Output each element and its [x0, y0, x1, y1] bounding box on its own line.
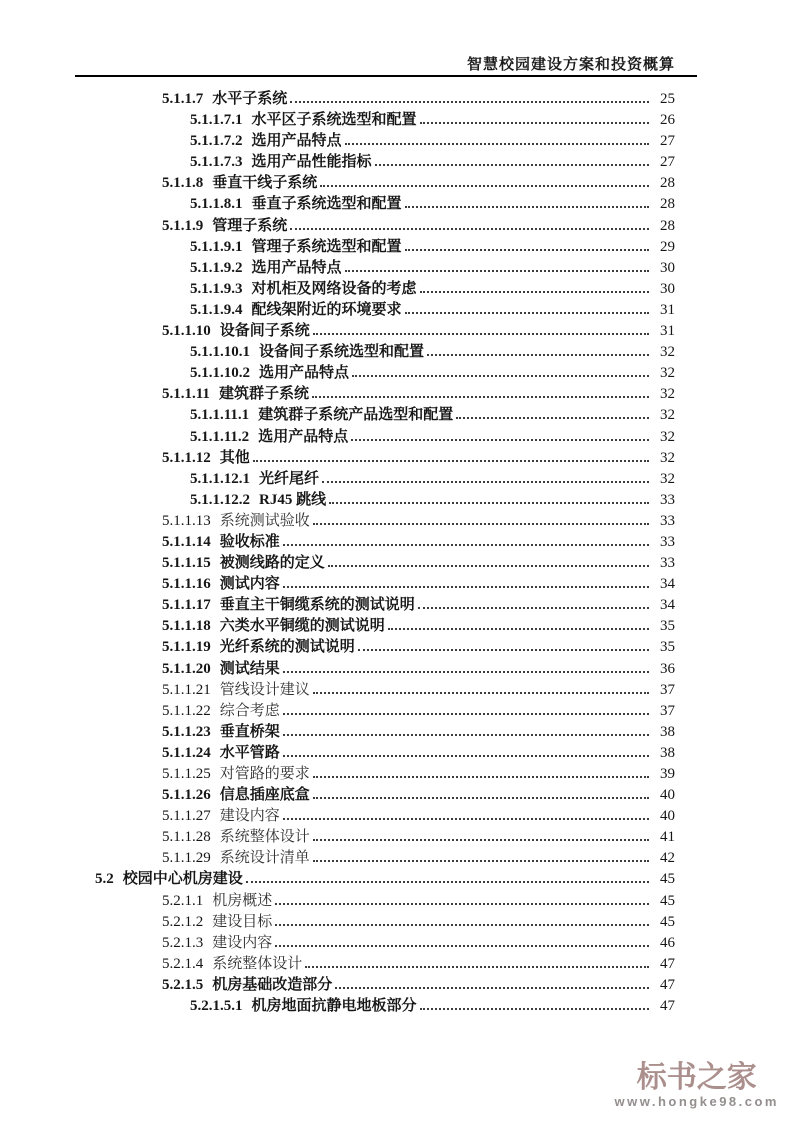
- toc-entry-title: 选用产品特点: [251, 133, 342, 150]
- toc-leader-dots: [283, 671, 649, 673]
- toc-entry-number: 5.1.1.22: [162, 702, 211, 719]
- toc-entry-title: 建设内容: [212, 934, 273, 951]
- toc-entry-number: 5.2: [95, 871, 114, 888]
- toc-entry: [75, 279, 675, 300]
- toc-entry-number: 5.1.1.14: [162, 533, 211, 550]
- toc-entry: [75, 152, 675, 173]
- toc-entry-number: 5.1.1.25: [162, 766, 211, 782]
- toc-leader-dots: [345, 270, 649, 272]
- toc-entry: [75, 595, 675, 616]
- toc-entry-page: 47: [660, 976, 675, 993]
- toc-entry-title: 被测线路的定义: [219, 555, 325, 572]
- toc-leader-dots: [345, 143, 649, 145]
- toc-leader-dots: [283, 713, 649, 715]
- toc-entry: [75, 954, 675, 975]
- toc-leader-dots: [283, 544, 649, 546]
- toc-entry: [75, 194, 675, 215]
- toc-entry-title: 信息插座底盒: [219, 787, 310, 804]
- toc-entry-number: 5.1.1.7.3: [190, 154, 243, 171]
- toc-entry-number: 5.1.1.19: [162, 639, 211, 656]
- toc-entry-title: 建筑群子系统: [218, 386, 309, 403]
- toc-leader-dots: [375, 164, 649, 166]
- toc-entry-number: 5.2.1.2: [162, 913, 204, 930]
- toc-leader-dots: [405, 312, 649, 314]
- toc-entry: [75, 764, 675, 785]
- toc-entry-title: 选用产品特点: [251, 259, 342, 276]
- toc-entry-title: 垂直桥架: [219, 723, 280, 740]
- toc-entry: [75, 490, 675, 511]
- toc-entry-title: 设备间子系统选型和配置: [259, 344, 425, 361]
- toc-entry-number: 5.1.1.28: [162, 829, 211, 846]
- toc-entry-number: 5.1.1.8.1: [190, 196, 243, 213]
- toc-entry-title: 建设内容: [219, 808, 280, 825]
- toc-leader-dots: [290, 228, 649, 230]
- toc-entry-title: 系统整体设计: [219, 829, 310, 846]
- toc-entry: [75, 616, 675, 637]
- toc-leader-dots: [352, 375, 649, 377]
- header-doc-title: 智慧校园建设方案和投资概算: [466, 57, 675, 73]
- toc-entry-title: 选用产品特点: [259, 365, 350, 382]
- toc-entry-title: 垂直干线子系统: [212, 175, 318, 192]
- watermark: [615, 1062, 780, 1110]
- toc-entry: [75, 173, 675, 194]
- toc-entry-number: 5.2.1.5.1: [190, 998, 243, 1015]
- toc-entry-number: 5.1.1.9.3: [190, 280, 243, 297]
- toc-entry-number: 5.1.1.23: [162, 723, 211, 740]
- toc-leader-dots: [313, 692, 649, 694]
- toc-entry: [75, 743, 675, 764]
- toc-entry-title: 管理子系统: [212, 217, 288, 234]
- toc-entry-title: 垂直子系统选型和配置: [251, 196, 402, 213]
- toc-entry-number: 5.2.1.4: [162, 955, 204, 972]
- toc-leader-dots: [313, 839, 649, 841]
- toc-leader-dots: [313, 797, 649, 799]
- toc-entry-page: 45: [660, 871, 675, 888]
- toc-entry: [75, 300, 675, 321]
- toc-leader-dots: [283, 818, 649, 820]
- toc-entry-page: 31: [660, 323, 675, 340]
- toc-leader-dots: [335, 987, 649, 989]
- toc-entry-page: 34: [660, 597, 675, 614]
- toc-entry-number: 5.1.1.17: [162, 597, 211, 614]
- toc-entry: [75, 363, 675, 384]
- toc-entry: [75, 342, 675, 363]
- toc-entry: [75, 637, 675, 658]
- toc-leader-dots: [253, 460, 649, 462]
- toc-entry-title: 光纤尾纤: [259, 470, 320, 487]
- toc-entry: [75, 532, 675, 553]
- toc-entry-page: 28: [660, 175, 675, 192]
- toc-entry-number: 5.1.1.9.1: [190, 238, 243, 255]
- toc-leader-dots: [420, 122, 649, 124]
- toc-entry-title: 机房概述: [212, 892, 273, 909]
- watermark-logo-text: 标书之家: [636, 1061, 757, 1094]
- toc-entry: [75, 216, 675, 237]
- toc-entry-title: 测试结果: [219, 660, 280, 677]
- toc-entry: [75, 848, 675, 869]
- toc-entry-page: 32: [660, 386, 675, 403]
- toc-entry-title: 管线设计建议: [219, 681, 310, 698]
- toc-entry-number: 5.1.1.16: [162, 576, 211, 593]
- toc-entry-page: 39: [660, 766, 675, 782]
- toc-entry-number: 5.1.1.11.1: [190, 407, 250, 424]
- toc-entry-title: 机房地面抗静电地板部分: [251, 998, 417, 1015]
- toc-entry-number: 5.1.1.21: [162, 681, 211, 698]
- toc-leader-dots: [246, 881, 649, 883]
- toc-leader-dots: [313, 860, 649, 862]
- toc-entry-page: 33: [660, 512, 675, 529]
- toc-entry-number: 5.1.1.15: [162, 555, 211, 572]
- toc-entry-page: 34: [660, 576, 675, 593]
- toc-entry-title: 验收标准: [219, 533, 280, 550]
- toc-leader-dots: [313, 333, 649, 335]
- toc-entry-number: 5.1.1.9.4: [190, 301, 243, 318]
- toc-entry-page: 37: [660, 681, 675, 698]
- toc-entry-page: 36: [660, 660, 675, 677]
- toc-entry-page: 41: [660, 829, 675, 846]
- toc-entry: [75, 869, 675, 890]
- toc-entry: [75, 511, 675, 532]
- toc-entry-title: 建设目标: [212, 913, 273, 930]
- toc-entry-number: 5.1.1.11: [162, 386, 210, 403]
- toc-entry-page: 47: [660, 998, 675, 1015]
- watermark-url: www.hongke98.com: [614, 1094, 779, 1109]
- toc-entry-title: 综合考虑: [219, 702, 280, 719]
- toc-entry-page: 28: [660, 217, 675, 234]
- toc-entry: [75, 701, 675, 722]
- page-header: [467, 53, 675, 74]
- toc-leader-dots: [456, 417, 649, 419]
- toc-entry-page: 32: [660, 407, 675, 424]
- toc-entry-page: 47: [660, 955, 675, 972]
- toc-leader-dots: [418, 607, 649, 609]
- toc-entry-title: 选用产品性能指标: [251, 154, 372, 171]
- toc-leader-dots: [329, 502, 649, 504]
- toc-entry-number: 5.1.1.12.2: [190, 491, 250, 508]
- toc-entry: [75, 131, 675, 152]
- toc-entry-page: 32: [660, 344, 675, 361]
- toc-entry: [75, 237, 675, 258]
- toc-entry: [75, 680, 675, 701]
- toc-entry-page: 30: [660, 259, 675, 276]
- toc-entry-number: 5.2.1.3: [162, 934, 204, 951]
- toc-entry-title: 其他: [219, 449, 250, 466]
- toc-entry-number: 5.1.1.7: [162, 91, 204, 107]
- toc-entry-page: 33: [660, 491, 675, 508]
- toc-entry-title: 设备间子系统: [219, 323, 310, 340]
- toc-entry: [75, 785, 675, 806]
- toc-entry-title: 测试内容: [219, 576, 280, 593]
- toc-leader-dots: [320, 185, 649, 187]
- toc-entry-title: 水平子系统: [212, 91, 288, 107]
- toc-entry-title: 水平管路: [219, 744, 280, 761]
- toc-entry: [75, 806, 675, 827]
- toc-entry-page: 32: [660, 365, 675, 382]
- toc-entry: [75, 912, 675, 933]
- toc-leader-dots: [420, 291, 649, 293]
- toc-leader-dots: [405, 206, 649, 208]
- toc-leader-dots: [283, 734, 649, 736]
- toc-entry-number: 5.1.1.9.2: [190, 259, 243, 276]
- header-rule: [75, 75, 697, 77]
- toc-entry: [75, 659, 675, 680]
- toc-entry-number: 5.1.1.20: [162, 660, 211, 677]
- toc-leader-dots: [328, 565, 649, 567]
- toc-entry-number: 5.1.1.8: [162, 175, 204, 192]
- toc-leader-dots: [322, 481, 649, 483]
- toc-entry-number: 5.1.1.29: [162, 850, 211, 867]
- toc-entry-page: 32: [660, 428, 675, 445]
- toc-leader-dots: [420, 1008, 649, 1010]
- toc-entry-page: 33: [660, 533, 675, 550]
- toc-entry-page: 42: [660, 850, 675, 867]
- toc-leader-dots: [275, 945, 649, 947]
- table-of-contents: [75, 89, 675, 1017]
- toc-entry-number: 5.1.1.12: [162, 449, 211, 466]
- toc-entry-title: 机房基础改造部分: [212, 976, 333, 993]
- toc-entry-page: 30: [660, 280, 675, 297]
- toc-entry: [75, 384, 675, 405]
- toc-entry: [75, 469, 675, 490]
- toc-entry-number: 5.1.1.7.1: [190, 112, 243, 129]
- toc-entry-page: 38: [660, 723, 675, 740]
- toc-entry-number: 5.1.1.12.1: [190, 470, 250, 487]
- toc-leader-dots: [305, 966, 649, 968]
- toc-entry-title: 对机柜及网络设备的考虑: [251, 280, 417, 297]
- toc-leader-dots: [351, 439, 649, 441]
- toc-leader-dots: [283, 586, 649, 588]
- toc-entry: [75, 933, 675, 954]
- toc-entry: [75, 89, 675, 110]
- toc-entry: [75, 975, 675, 996]
- toc-entry-title: 对管路的要求: [219, 766, 310, 782]
- toc-leader-dots: [283, 755, 649, 757]
- toc-leader-dots: [275, 903, 649, 905]
- toc-entry: [75, 427, 675, 448]
- toc-leader-dots: [313, 523, 649, 525]
- toc-entry-page: 45: [660, 913, 675, 930]
- toc-entry: [75, 321, 675, 342]
- toc-entry-title: 管理子系统选型和配置: [251, 238, 402, 255]
- toc-entry-number: 5.2.1.5: [162, 976, 204, 993]
- toc-entry-title: RJ45 跳线: [259, 491, 327, 508]
- toc-entry-number: 5.1.1.18: [162, 618, 211, 635]
- toc-leader-dots: [312, 396, 649, 398]
- toc-entry-title: 六类水平铜缆的测试说明: [219, 618, 385, 635]
- toc-entry-page: 32: [660, 449, 675, 466]
- toc-entry-number: 5.1.1.24: [162, 744, 211, 761]
- toc-entry-number: 5.1.1.7.2: [190, 133, 243, 150]
- toc-entry-title: 光纤系统的测试说明: [219, 639, 355, 656]
- toc-entry-page: 31: [660, 301, 675, 318]
- toc-entry-title: 系统设计清单: [219, 850, 310, 867]
- toc-entry-page: 27: [660, 133, 675, 150]
- toc-entry-page: 25: [660, 91, 675, 107]
- toc-entry-title: 配线架附近的环境要求: [251, 301, 402, 318]
- toc-entry: [75, 722, 675, 743]
- toc-entry: [75, 574, 675, 595]
- toc-entry-title: 系统整体设计: [212, 955, 303, 972]
- toc-entry-number: 5.1.1.10.1: [190, 344, 250, 361]
- toc-entry-page: 40: [660, 808, 675, 825]
- toc-entry-title: 垂直主干铜缆系统的测试说明: [219, 597, 415, 614]
- toc-entry: [75, 891, 675, 912]
- toc-entry-page: 35: [660, 639, 675, 656]
- toc-entry: [75, 996, 675, 1017]
- toc-leader-dots: [275, 924, 649, 926]
- toc-entry-number: 5.1.1.26: [162, 787, 211, 804]
- toc-entry: [75, 258, 675, 279]
- toc-entry: [75, 553, 675, 574]
- toc-entry-number: 5.1.1.9: [162, 217, 204, 234]
- toc-entry-title: 系统测试验收: [219, 512, 310, 529]
- toc-entry-page: 27: [660, 154, 675, 171]
- toc-entry-number: 5.1.1.27: [162, 808, 211, 825]
- toc-entry-title: 校园中心机房建设: [122, 871, 243, 888]
- toc-entry-page: 33: [660, 555, 675, 572]
- toc-entry-page: 29: [660, 238, 675, 255]
- toc-leader-dots: [358, 649, 649, 651]
- toc-entry-page: 37: [660, 702, 675, 719]
- toc-entry-number: 5.1.1.10: [162, 323, 211, 340]
- toc-entry-title: 水平区子系统选型和配置: [251, 112, 417, 129]
- toc-entry-number: 5.1.1.10.2: [190, 365, 250, 382]
- toc-entry-page: 38: [660, 744, 675, 761]
- toc-entry-page: 46: [660, 934, 675, 951]
- toc-leader-dots: [427, 354, 649, 356]
- toc-entry-page: 32: [660, 470, 675, 487]
- toc-entry: [75, 448, 675, 469]
- toc-entry-page: 40: [660, 787, 675, 804]
- toc-entry-number: 5.2.1.1: [162, 892, 204, 909]
- toc-entry-page: 26: [660, 112, 675, 129]
- toc-entry: [75, 405, 675, 426]
- toc-entry-page: 35: [660, 618, 675, 635]
- toc-leader-dots: [388, 628, 649, 630]
- toc-entry: [75, 827, 675, 848]
- toc-entry-number: 5.1.1.13: [162, 512, 211, 529]
- toc-leader-dots: [290, 101, 649, 103]
- toc-entry-page: 28: [660, 196, 675, 213]
- toc-entry-page: 45: [660, 892, 675, 909]
- toc-entry: [75, 110, 675, 131]
- toc-entry-number: 5.1.1.11.2: [190, 428, 250, 445]
- toc-leader-dots: [405, 249, 649, 251]
- toc-entry-title: 建筑群子系统产品选型和配置: [258, 407, 454, 424]
- toc-leader-dots: [313, 776, 649, 778]
- toc-entry-title: 选用产品特点: [258, 428, 349, 445]
